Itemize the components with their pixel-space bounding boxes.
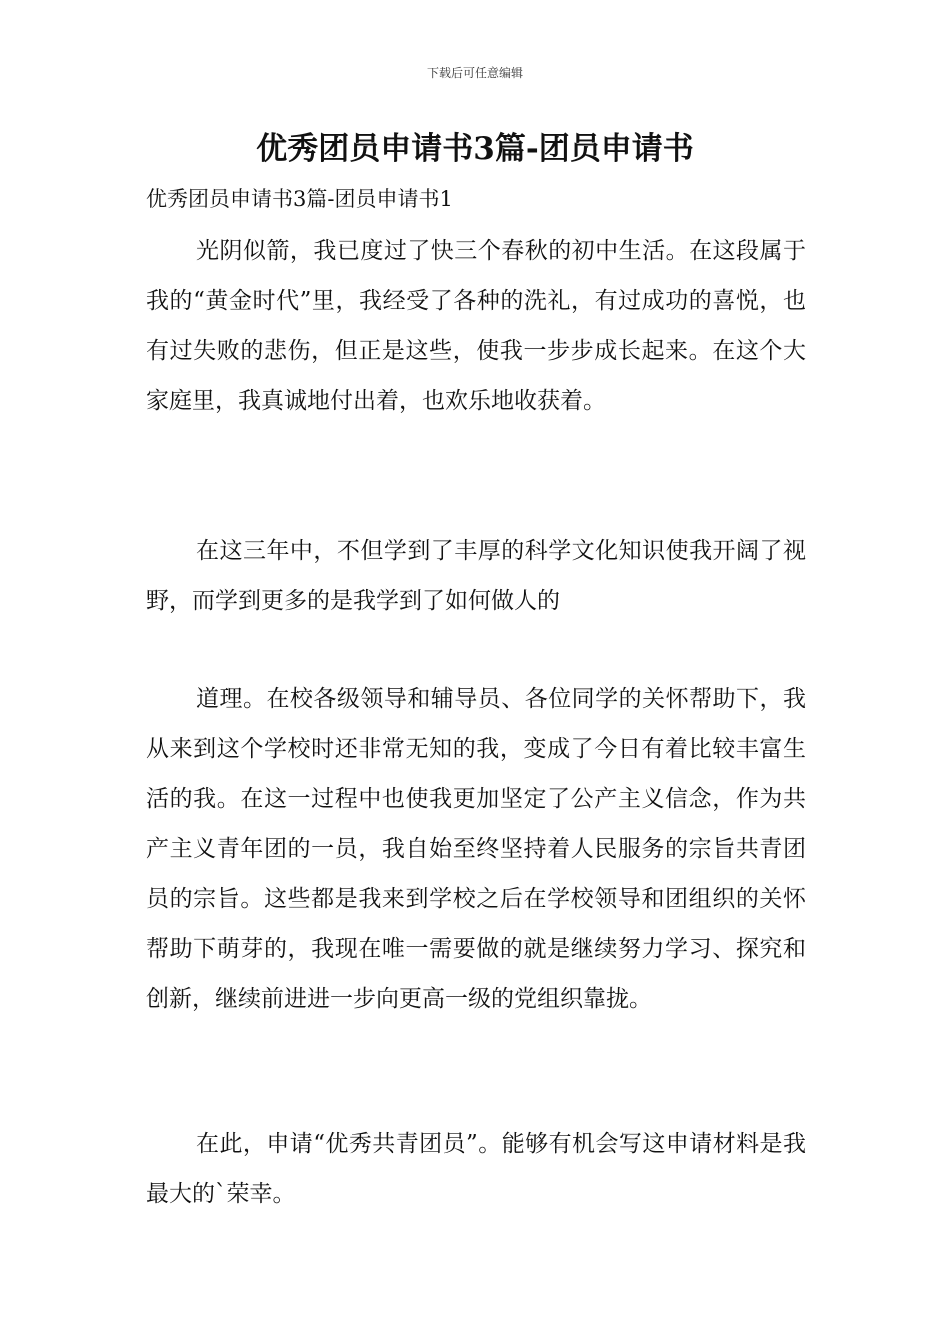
header-note: 下载后可任意编辑: [426, 66, 523, 80]
document-title: 优秀团员申请书3篇-团员申请书: [256, 131, 694, 167]
paragraph-3: 道理。在校各级领导和辅导员、各位同学的关怀帮助下，我从来到这个学校时还非常无知的我，变成了今日有着比较丰富生活的我。在这一过程中也使我更加坚定了公产主义信念，作为共产主义青年团的一员，我自始至终坚持着人民服务的宗旨共青团员的宗旨。这些都是我来到学校之后在学校领导和团组织的关怀帮助下萌芽的，我现在唯一需要做的就是继续努力学习、探究和创新，继续前进进一步向更高一级的党组织靠拢。: [146, 686, 806, 1012]
document-subtitle: 优秀团员申请书3篇-团员申请书1: [146, 187, 453, 211]
paragraph-2: 在这三年中，不但学到了丰厚的科学文化知识使我开阔了视野，而学到更多的是我学到了如何做人的: [146, 538, 806, 614]
paragraph-4: 在此，申请“优秀共青团员”。能够有机会写这申请材料是我最大的`荣幸。: [146, 1131, 806, 1207]
paragraph-1: 光阴似箭，我已度过了快三个春秋的初中生活。在这段属于我的“黄金时代”里，我经受了各种的洗礼，有过成功的喜悦，也有过失败的悲伤，但正是这些，使我一步步成长起来。在这个大家庭里，我真诚地付出着，也欢乐地收获着。: [146, 238, 806, 414]
